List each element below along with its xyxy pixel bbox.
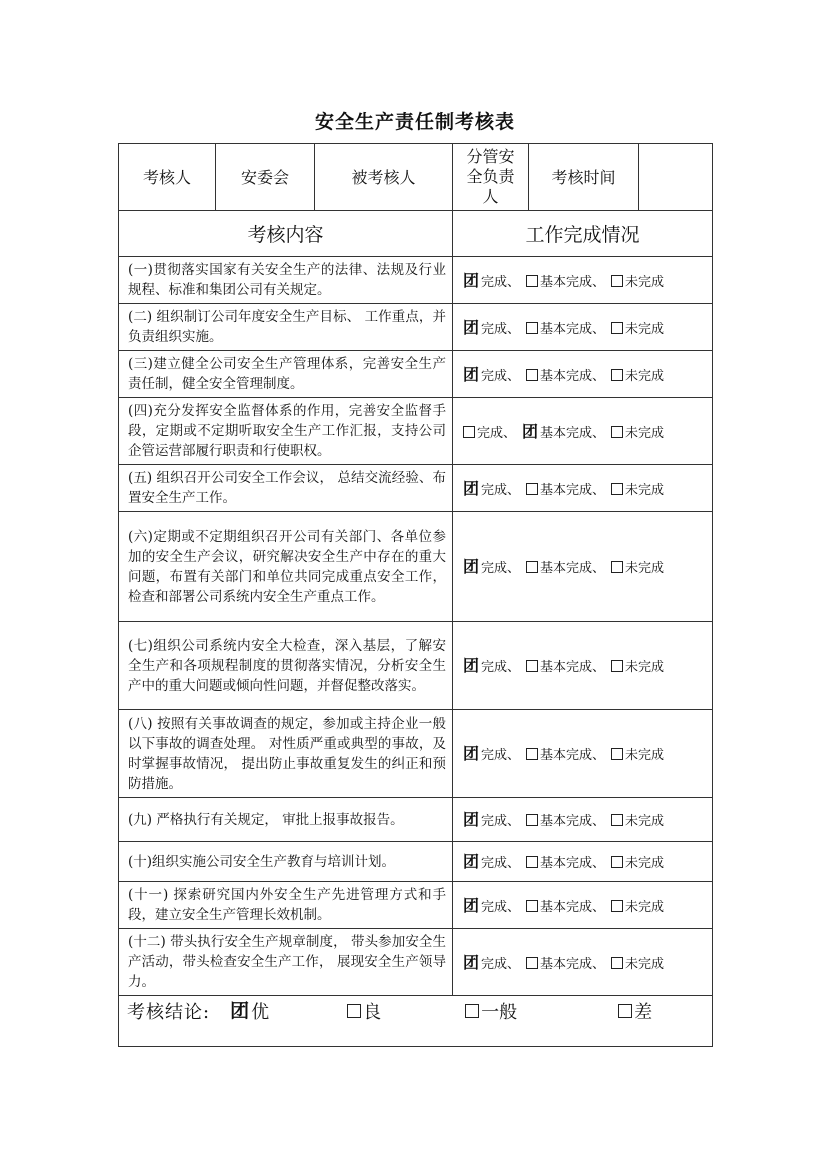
status-option-basic[interactable] [526, 318, 605, 337]
item-status [453, 304, 713, 351]
option-label: 未完成 [625, 748, 665, 763]
checkbox-icon [463, 426, 475, 438]
option-label: 未完成 [625, 425, 665, 441]
checked-mark-icon: 团 [463, 810, 480, 829]
status-option-not-done[interactable] [611, 896, 664, 915]
option-label: 基本完成、 [540, 660, 606, 675]
option-label: 未完成 [625, 368, 665, 384]
option-label: 基本完成、 [540, 956, 606, 972]
leader-label: 分管安全负责人 [453, 144, 529, 211]
status-option-not-done[interactable] [611, 557, 664, 576]
status-option-not-done[interactable] [611, 479, 664, 498]
status-option-done[interactable] [463, 365, 520, 384]
item-status [453, 842, 713, 882]
option-label: 未完成 [625, 856, 665, 871]
checkbox-icon [611, 900, 623, 912]
table-row [119, 622, 713, 710]
item-status [453, 710, 713, 798]
option-label: 基本完成、 [540, 482, 606, 498]
checked-mark-icon: 团 [463, 270, 480, 290]
option-label: 完成、 [481, 814, 521, 829]
checked-mark-icon: 团 [463, 364, 480, 384]
item-status [453, 465, 713, 512]
status-option-done[interactable] [463, 318, 520, 337]
checkbox-icon [465, 1004, 479, 1018]
status-option-not-done[interactable] [611, 365, 664, 384]
item-content: (四)充分发挥安全监督体系的作用，完善安全监督手段，定期或不定期听取安全生产工作汇报，支持公司企管运营部履行职责和行使职权。 [119, 398, 453, 465]
status-option-not-done[interactable] [611, 656, 664, 675]
items-body [119, 257, 713, 996]
assessment-table [118, 143, 713, 1047]
item-status [453, 398, 713, 465]
table-row [119, 351, 713, 398]
item-content: (一)贯彻落实国家有关安全生产的法律、法规及行业规程、标准和集团公司有关规定。 [119, 257, 453, 304]
table-row [119, 257, 713, 304]
status-heading: 工作完成情况 [453, 211, 713, 257]
option-label: 完成、 [481, 956, 521, 972]
option-label: 未完成 [625, 660, 665, 675]
checkbox-icon [611, 660, 623, 672]
status-option-done[interactable] [463, 557, 520, 576]
status-option-not-done[interactable] [611, 318, 664, 337]
table-row [119, 929, 713, 996]
checkbox-icon [526, 900, 538, 912]
checkbox-icon [526, 561, 538, 573]
checked-mark-icon: 团 [463, 317, 480, 337]
item-content: (九) 严格执行有关规定， 审批上报事故报告。 [119, 798, 453, 842]
item-status [453, 622, 713, 710]
status-option-basic[interactable] [522, 422, 605, 441]
checkbox-icon [526, 369, 538, 381]
status-option-basic[interactable] [526, 557, 605, 576]
option-label: 基本完成、 [540, 368, 606, 384]
conclusion-label: 考核结论: [127, 1002, 211, 1023]
item-status [453, 929, 713, 996]
option-label: 未完成 [625, 561, 665, 576]
option-label: 基本完成、 [540, 748, 606, 763]
status-option-basic[interactable] [526, 656, 605, 675]
status-option-basic[interactable] [526, 852, 605, 871]
table-row [119, 798, 713, 842]
checked-mark-icon: 团 [463, 656, 480, 675]
conclusion-row [119, 996, 713, 1047]
option-label: 基本完成、 [540, 321, 606, 337]
option-label: 未完成 [625, 814, 665, 829]
checkbox-icon [618, 1004, 632, 1018]
header-row [119, 144, 713, 211]
table-row [119, 304, 713, 351]
conclusion-option-average[interactable]: 一般 [465, 998, 618, 1024]
status-option-basic[interactable] [526, 896, 605, 915]
status-option-basic[interactable] [526, 271, 605, 290]
checkbox-icon [526, 748, 538, 760]
option-label: 完成、 [481, 899, 521, 915]
checked-mark-icon: 团 [230, 1000, 250, 1022]
item-content: (三)建立健全公司安全生产管理体系，完善安全生产责任制，健全安全管理制度。 [119, 351, 453, 398]
status-option-done[interactable] [463, 744, 520, 763]
option-label: 完成、 [481, 368, 521, 384]
option-label: 未完成 [625, 274, 665, 290]
status-option-done[interactable] [463, 896, 520, 915]
checkbox-icon [611, 322, 623, 334]
table-row [119, 512, 713, 622]
item-status [453, 512, 713, 622]
item-content: (十一) 探索研究国内外安全生产先进管理方式和手段，建立安全生产管理长效机制。 [119, 882, 453, 929]
checked-mark-icon: 团 [522, 421, 539, 441]
item-status [453, 798, 713, 842]
checkbox-icon [526, 483, 538, 495]
conclusion-option-good[interactable]: 良 [347, 998, 465, 1024]
checked-mark-icon: 团 [463, 895, 480, 915]
checkbox-icon [611, 957, 623, 969]
option-label: 基本完成、 [540, 425, 606, 441]
item-status [453, 257, 713, 304]
status-option-basic[interactable] [526, 744, 605, 763]
option-label: 基本完成、 [540, 899, 606, 915]
conclusion-option-excellent[interactable]: 团 优 [230, 1000, 270, 1023]
item-content: (五) 组织召开公司安全工作会议， 总结交流经验、布置安全生产工作。 [119, 465, 453, 512]
assessor-value: 安委会 [216, 144, 315, 211]
item-content: (十)组织实施公司安全生产教育与培训计划。 [119, 842, 453, 882]
checkbox-icon [526, 856, 538, 868]
item-status [453, 351, 713, 398]
option-label: 基本完成、 [540, 561, 606, 576]
checked-mark-icon: 团 [463, 744, 480, 763]
checkbox-icon [526, 814, 538, 826]
option-label: 完成、 [477, 425, 517, 441]
checked-mark-icon: 团 [463, 852, 480, 871]
item-content: (八) 按照有关事故调查的规定，参加或主持企业一般以下事故的调查处理。 对性质严重或典型的事故，及时掌握事故情况， 提出防止事故重复发生的纠正和预防措施。 [119, 710, 453, 798]
status-option-done[interactable] [463, 271, 520, 290]
item-content: (二) 组织制订公司年度安全生产目标、 工作重点，并负责组织实施。 [119, 304, 453, 351]
item-content: (六)定期或不定期组织召开公司有关部门、各单位参加的安全生产会议，研究解决安全生产中存在的重大问题，布置有关部门和单位共同完成重点安全工作， 检查和部署公司系统内安全生产重点工作。 [119, 512, 453, 622]
status-option-not-done[interactable] [611, 810, 664, 829]
option-label: 基本完成、 [540, 274, 606, 290]
option-label: 完成、 [481, 482, 521, 498]
status-option-basic[interactable] [526, 365, 605, 384]
checkbox-icon [611, 483, 623, 495]
status-option-done[interactable] [463, 810, 520, 829]
checkbox-icon [526, 957, 538, 969]
status-option-done[interactable] [463, 422, 516, 441]
table-row [119, 882, 713, 929]
option-label: 完成、 [481, 856, 521, 871]
option-label: 基本完成、 [540, 856, 606, 871]
option-label: 完成、 [481, 561, 521, 576]
option-label: 基本完成、 [540, 814, 606, 829]
status-option-not-done[interactable] [611, 422, 664, 441]
checkbox-icon [526, 660, 538, 672]
assessor-label: 考核人 [119, 144, 216, 211]
status-option-done[interactable] [463, 852, 520, 871]
status-option-not-done[interactable] [611, 744, 664, 763]
assessee-label: 被考核人 [315, 144, 453, 211]
table-row [119, 842, 713, 882]
status-option-not-done[interactable] [611, 271, 664, 290]
content-heading: 考核内容 [119, 211, 453, 257]
status-option-not-done[interactable] [611, 953, 664, 972]
item-content: (七)组织公司系统内安全大检查，深入基层，了解安全生产和各项规程制度的贯彻落实情况，分析安全生产中的重大问题或倾向性问题，并督促整改落实。 [119, 622, 453, 710]
table-row [119, 710, 713, 798]
option-label: 完成、 [481, 274, 521, 290]
checkbox-icon [611, 748, 623, 760]
checkbox-icon [611, 275, 623, 287]
status-option-basic[interactable] [526, 810, 605, 829]
checked-mark-icon: 团 [463, 478, 480, 498]
checkbox-icon [347, 1004, 361, 1018]
option-label: 未完成 [625, 321, 665, 337]
time-label: 考核时间 [529, 144, 639, 211]
status-option-basic[interactable] [526, 953, 605, 972]
checkbox-icon [611, 856, 623, 868]
checked-mark-icon: 团 [463, 952, 480, 972]
checkbox-icon [526, 275, 538, 287]
status-option-done[interactable] [463, 953, 520, 972]
table-row [119, 398, 713, 465]
checkbox-icon [611, 561, 623, 573]
checkbox-icon [611, 814, 623, 826]
checkbox-icon [611, 369, 623, 381]
checkbox-icon [611, 426, 623, 438]
option-label: 未完成 [625, 899, 665, 915]
status-option-done[interactable] [463, 479, 520, 498]
option-label: 完成、 [481, 748, 521, 763]
status-option-basic[interactable] [526, 479, 605, 498]
time-value[interactable] [639, 144, 713, 211]
checkbox-icon [526, 322, 538, 334]
table-row [119, 465, 713, 512]
option-label: 完成、 [481, 660, 521, 675]
status-option-done[interactable] [463, 656, 520, 675]
conclusion-option-poor[interactable]: 差 [618, 998, 652, 1024]
checked-mark-icon: 团 [463, 557, 480, 576]
item-status [453, 882, 713, 929]
option-label: 未完成 [625, 956, 665, 972]
item-content: (十二) 带头执行安全生产规章制度， 带头参加安全生产活动，带头检查安全生产工作， 展现安全生产领导力。 [119, 929, 453, 996]
option-label: 未完成 [625, 482, 665, 498]
option-label: 完成、 [481, 321, 521, 337]
section-row [119, 211, 713, 257]
page-title: 安全生产责任制考核表 [314, 111, 515, 133]
status-option-not-done[interactable] [611, 852, 664, 871]
